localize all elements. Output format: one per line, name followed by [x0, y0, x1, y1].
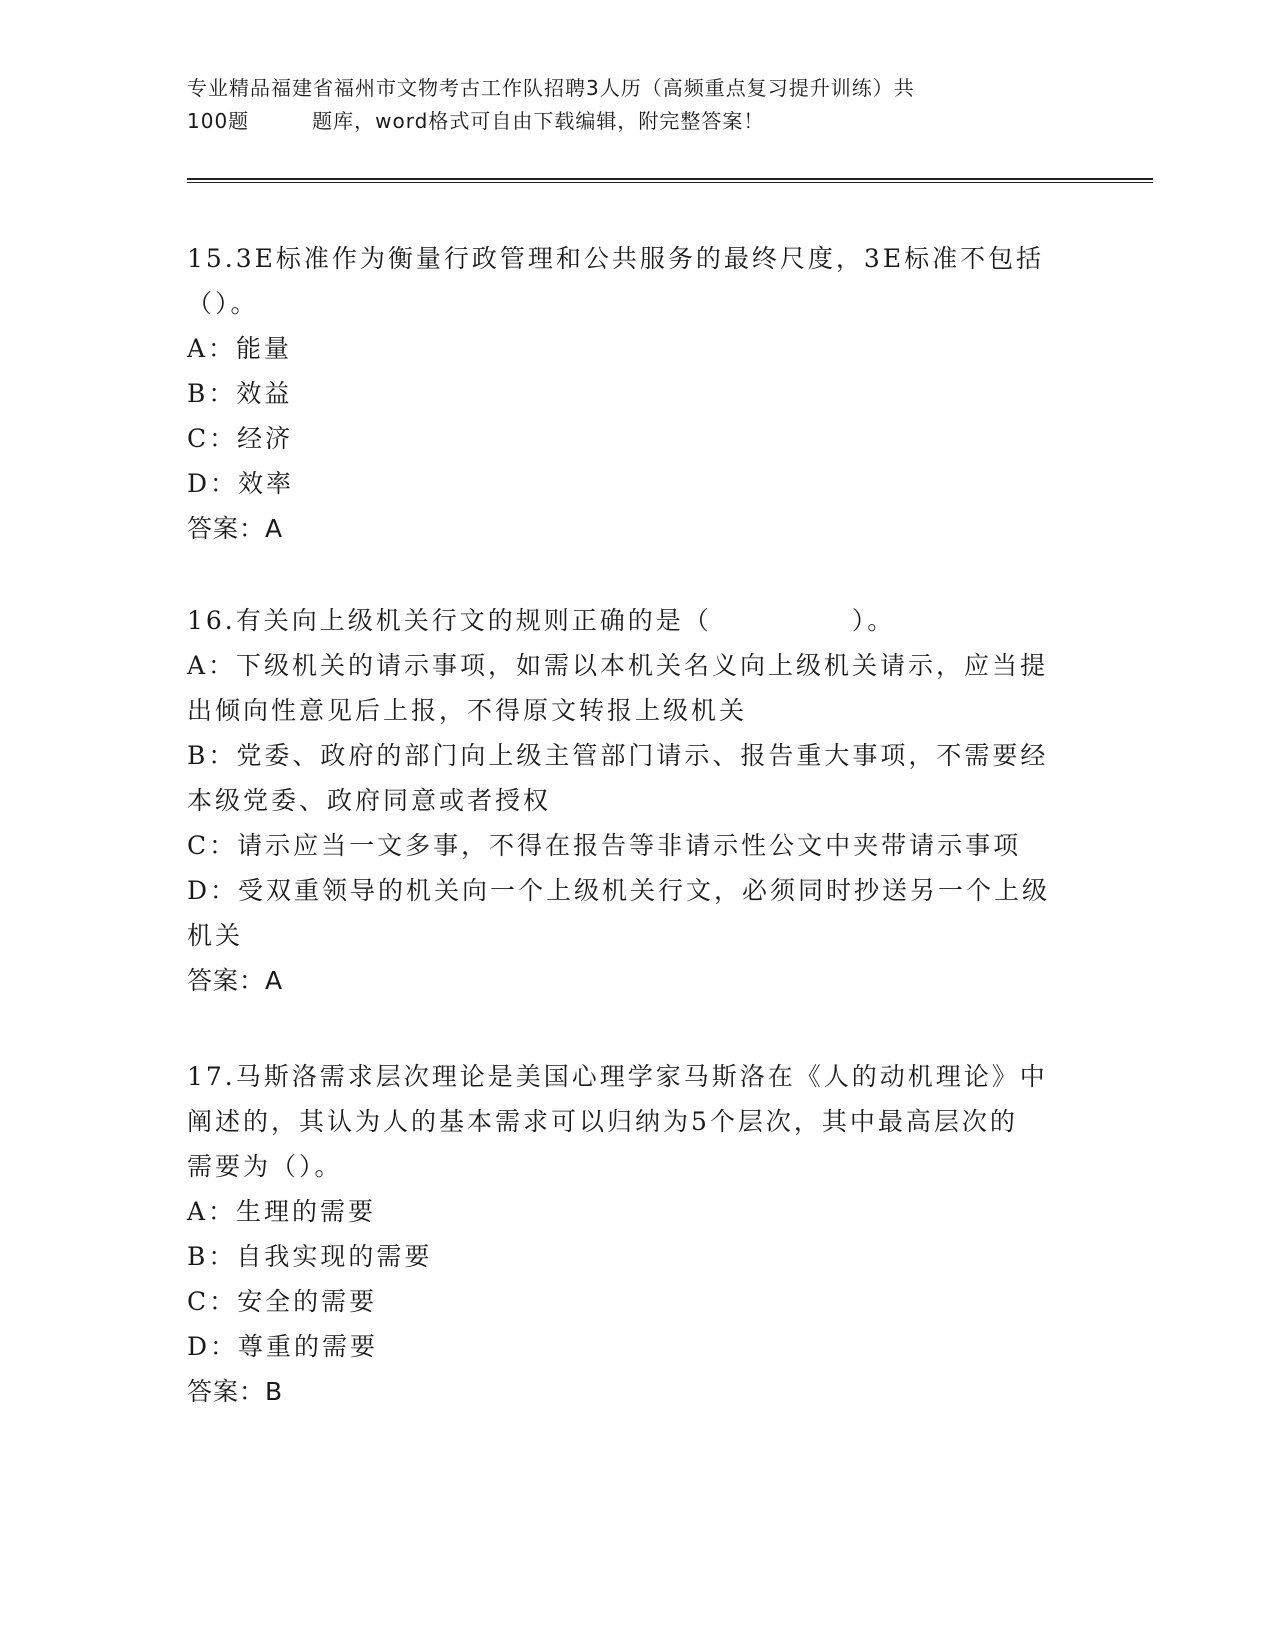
question-stem-line: （）。 — [187, 289, 259, 318]
question-16 — [187, 598, 1087, 1003]
option-b: B：效益 — [187, 379, 293, 408]
question-15 — [187, 236, 1087, 551]
option-a: A：生理的需要 — [187, 1197, 377, 1226]
option-d: D：效率 — [187, 469, 295, 498]
question-stem-line: 阐述的，其认为人的基本需求可以归纳为5个层次，其中最高层次的 — [187, 1107, 1018, 1136]
option-a-continued: 出倾向性意见后上报，不得原文转报上级机关 — [187, 696, 748, 725]
answer: 答案：B — [187, 1377, 284, 1406]
option-c: C：安全的需要 — [187, 1287, 378, 1316]
question-17 — [187, 1054, 1087, 1414]
option-b: B：党委、政府的部门向上级主管部门请示、报告重大事项，不需要经 — [187, 741, 1049, 770]
option-d: D：受双重领导的机关向一个上级机关行文，必须同时抄送另一个上级 — [187, 876, 1051, 905]
header-divider — [187, 178, 1153, 183]
option-d-continued: 机关 — [187, 921, 244, 950]
option-d: D：尊重的需要 — [187, 1332, 379, 1361]
question-stem-line: 16.有关向上级机关行文的规则正确的是（ ）。 — [187, 606, 896, 635]
option-a: A：下级机关的请示事项，如需以本机关名义向上级机关请示，应当提 — [187, 651, 1049, 680]
option-b-continued: 本级党委、政府同意或者授权 — [187, 786, 552, 815]
question-stem-line: 需要为（）。 — [187, 1152, 343, 1181]
option-c: C：经济 — [187, 424, 294, 453]
header-line-2: 100题 题库，word格式可自由下载编辑，附完整答案！ — [187, 109, 765, 133]
option-b: B：自我实现的需要 — [187, 1242, 433, 1271]
answer: 答案：A — [187, 514, 284, 543]
question-stem-line: 17.马斯洛需求层次理论是美国心理学家马斯洛在《人的动机理论》中 — [187, 1062, 1048, 1091]
header-line-1: 专业精品福建省福州市文物考古工作队招聘3人历（高频重点复习提升训练）共 — [187, 76, 915, 100]
question-stem-line: 15.3E标准作为衡量行政管理和公共服务的最终尺度，3E标准不包括 — [187, 244, 1045, 273]
answer: 答案：A — [187, 966, 284, 995]
option-a: A：能量 — [187, 334, 293, 363]
option-c: C：请示应当一文多事，不得在报告等非请示性公文中夹带请示事项 — [187, 831, 1022, 860]
page-header — [187, 72, 1067, 138]
